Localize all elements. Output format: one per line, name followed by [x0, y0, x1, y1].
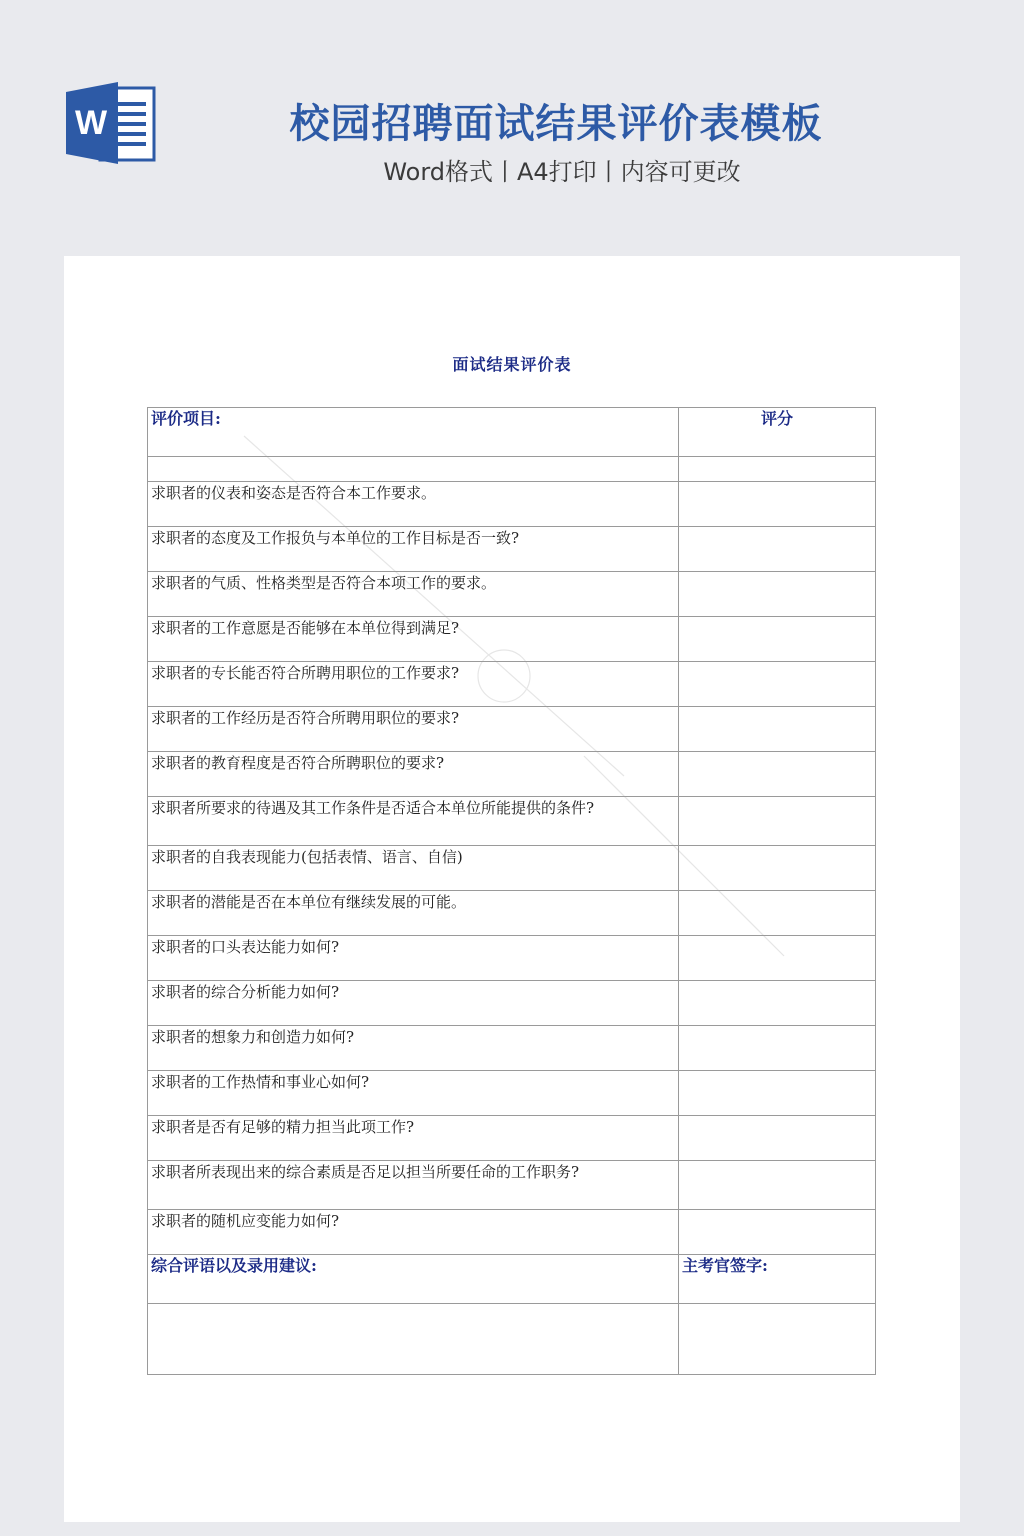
- score-cell[interactable]: [679, 752, 876, 797]
- comment-label: 综合评语以及录用建议:: [148, 1255, 679, 1304]
- evaluation-item: 求职者的仪表和姿态是否符合本工作要求。: [148, 482, 679, 527]
- table-row: [148, 572, 876, 617]
- table-row: [148, 707, 876, 752]
- score-cell[interactable]: [679, 1071, 876, 1116]
- evaluation-item: 求职者的综合分析能力如何?: [148, 981, 679, 1026]
- document-title: 面试结果评价表: [452, 355, 572, 374]
- table-row: [148, 891, 876, 936]
- score-cell[interactable]: [679, 797, 876, 846]
- score-cell[interactable]: [679, 846, 876, 891]
- evaluation-item: 求职者所表现出来的综合素质是否足以担当所要任命的工作职务?: [148, 1161, 679, 1210]
- comment-input-cell[interactable]: [148, 1304, 679, 1375]
- evaluation-table: [147, 407, 876, 1375]
- blank-cell[interactable]: [148, 457, 679, 482]
- table-row: [148, 482, 876, 527]
- score-cell[interactable]: [679, 572, 876, 617]
- table-header-row: [148, 408, 876, 457]
- evaluation-item: 求职者的气质、性格类型是否符合本项工作的要求。: [148, 572, 679, 617]
- table-row: [148, 1210, 876, 1255]
- evaluation-item: 求职者的随机应变能力如何?: [148, 1210, 679, 1255]
- score-cell[interactable]: [679, 662, 876, 707]
- table-row: [148, 981, 876, 1026]
- page-title: 校园招聘面试结果评价表模板: [289, 101, 823, 147]
- evaluation-item: 求职者的口头表达能力如何?: [148, 936, 679, 981]
- evaluation-item: 求职者的教育程度是否符合所聘职位的要求?: [148, 752, 679, 797]
- score-cell[interactable]: [679, 1161, 876, 1210]
- evaluation-item: 求职者的潜能是否在本单位有继续发展的可能。: [148, 891, 679, 936]
- score-cell[interactable]: [679, 1210, 876, 1255]
- score-cell[interactable]: [679, 457, 876, 482]
- evaluation-item: 求职者的专长能否符合所聘用职位的工作要求?: [148, 662, 679, 707]
- word-logo-letter: W: [74, 104, 108, 142]
- column-header-item: 评价项目:: [148, 408, 679, 457]
- column-header-score: 评分: [679, 408, 876, 457]
- evaluation-item: 求职者的态度及工作报负与本单位的工作目标是否一致?: [148, 527, 679, 572]
- table-footer-row: [148, 1255, 876, 1304]
- page-subtitle: Word格式丨A4打印丨内容可更改: [383, 158, 741, 186]
- score-cell[interactable]: [679, 527, 876, 572]
- table-row: [148, 527, 876, 572]
- signature-label: 主考官签字:: [679, 1255, 876, 1304]
- evaluation-item: 求职者的自我表现能力(包括表情、语言、自信): [148, 846, 679, 891]
- table-row: [148, 797, 876, 846]
- table-row: [148, 846, 876, 891]
- document-page: [64, 256, 960, 1522]
- evaluation-item: 求职者的工作经历是否符合所聘用职位的要求?: [148, 707, 679, 752]
- table-footer-input-row: [148, 1304, 876, 1375]
- evaluation-item: 求职者是否有足够的精力担当此项工作?: [148, 1116, 679, 1161]
- evaluation-item: 求职者所要求的待遇及其工作条件是否适合本单位所能提供的条件?: [148, 797, 679, 846]
- table-row-blank: [148, 457, 876, 482]
- evaluation-item: 求职者的工作意愿是否能够在本单位得到满足?: [148, 617, 679, 662]
- evaluation-item: 求职者的想象力和创造力如何?: [148, 1026, 679, 1071]
- score-cell[interactable]: [679, 936, 876, 981]
- table-row: [148, 1116, 876, 1161]
- table-row: [148, 1161, 876, 1210]
- table-row: [148, 752, 876, 797]
- score-cell[interactable]: [679, 707, 876, 752]
- score-cell[interactable]: [679, 891, 876, 936]
- score-cell[interactable]: [679, 981, 876, 1026]
- score-cell[interactable]: [679, 1116, 876, 1161]
- table-row: [148, 1071, 876, 1116]
- table-row: [148, 662, 876, 707]
- signature-input-cell[interactable]: [679, 1304, 876, 1375]
- evaluation-item: 求职者的工作热情和事业心如何?: [148, 1071, 679, 1116]
- score-cell[interactable]: [679, 617, 876, 662]
- table-row: [148, 1026, 876, 1071]
- table-row: [148, 936, 876, 981]
- score-cell[interactable]: [679, 482, 876, 527]
- table-row: [148, 617, 876, 662]
- score-cell[interactable]: [679, 1026, 876, 1071]
